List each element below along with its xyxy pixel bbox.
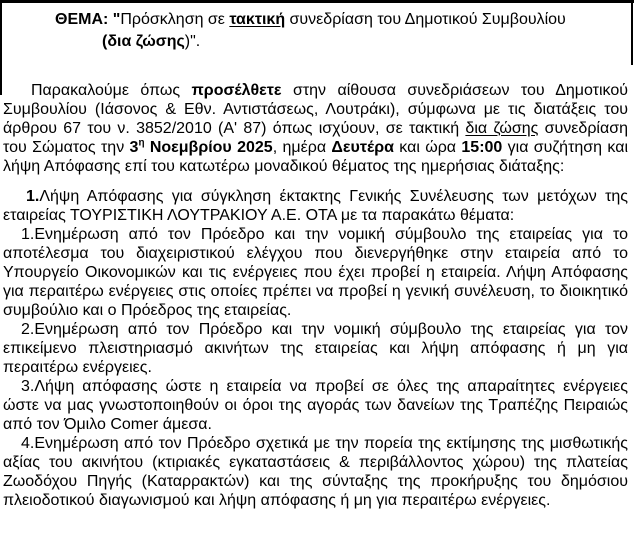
intro-paragraph [3,81,628,176]
text-run: ΘΕΜΑ: " [55,11,121,28]
text-run: Δευτέρα [331,139,394,156]
document-body [3,81,628,510]
text-run: 15:00 [461,139,503,156]
document-subject-heading [55,9,622,53]
scan-border-left [0,0,2,95]
text-run: προσέλθετε [191,82,282,99]
text-run: Πρόσκληση σε [120,11,230,28]
agenda-subitem-3 [3,377,628,434]
text-run: , ημέρα [272,139,332,156]
heading-line-2 [55,31,622,53]
text-run: 3.Λήψη απόφασης ώστε η εταιρεία να προβεί σε όλες της απαραίτητες ενέργειες ώστε να μας γνωστοποιηθούν οι όροι της αγοράς των δανείων της Τραπέζης Πειραιώς από τον Όμιλο Comer άμεσα. [3,378,628,433]
scan-border-top [0,0,634,3]
agenda-subitem-4 [3,434,628,510]
text-run: 1. [26,188,40,205]
text-run: τακτική [229,11,286,28]
heading-line-1 [55,9,622,31]
text-run: δια ζώσης [465,120,539,137]
agenda-subitem-1 [3,225,628,320]
text-run: 4.Ενημέρωση από τον Πρόεδρο σχετικά με την πορεία της εκτίμησης της μισθωτικής αξίας του ακινήτου (κτιριακές εγκαταστάσεις & περιβάλλοντος χώρου) της πλατείας Ζωοδόχου Πηγής (Καταρρακτών) και της σύνταξης της προκήρυξης του δημόσιου πλειοδοτικού διαγωνισμού και λήψη απόφασης ή μη για περαιτέρω ενέργειες. [3,435,628,509]
text-run: συνεδρίαση του Σώματος την [3,120,629,156]
agenda-item-1 [3,187,628,225]
agenda-subitem-2 [3,320,628,377]
text-run: Παρακαλούμε όπως [31,82,192,99]
text-run: στην αίθουσα συνεδριάσεων του Δημοτικού Συμβουλίου (Ιάσονος & Εθν. Αντιστάσεως, Λουτράκι), σύμφωνα με τις διατάξεις του άρθρου 67 του ν. 3852/2010 (Α' 87) όπως ισχύουν, σε τακτική [3,82,629,137]
text-run: συνεδρίαση του Δημοτικού Συμβουλίου [285,11,566,28]
text-run: 1.Ενημέρωση από τον Πρόεδρο και την νομική σύμβουλο της εταιρείας για το αποτέλεσμα του διαχειριστικού ελέγχου που διενεργήθηκε στην εταιρεία από το Υπουργείο Οικονομικών και τις ενέργειες που έχει προβεί η εταιρεία. Λήψη Απόφασης για περαιτέρω ενέργειες στις οποίες πρέπει να προβεί η γενική συνέλευση, το διοικητικό συμβούλιο και ο Πρόεδρος της εταιρείας. [3,226,628,319]
text-run: Νοεμβρίου 2025 [144,139,273,156]
text-run: και ώρα [393,139,462,156]
text-run: η [138,137,145,149]
text-run: 2.Ενημέρωση από τον Πρόεδρο και την νομική σύμβουλο της εταιρείας για τον επικείμενο πλειστηριασμό ακινήτων της εταιρείας και λήψη απόφασης ή μη για περαιτέρω ενέργειες. [3,321,628,376]
scan-border-right [631,0,633,65]
text-run: Λήψη Απόφασης για σύγκληση έκτακτης Γενικής Συνέλευσης των μετόχων της εταιρείας ΤΟΥΡΙΣΤΙΚΗ ΛΟΥΤΡΑΚΙΟΥ Α.Ε. ΟΤΑ με τα παρακάτω θέματα: [3,188,628,224]
text-run: 3 [129,139,139,156]
text-run: )". [184,33,201,50]
text-run: (δια ζώσης [102,33,185,50]
text-run: για συζήτηση και λήψη Απόφασης επί του κατωτέρω μοναδικού θέματος της ημερήσιας διάταξης: [3,139,629,175]
